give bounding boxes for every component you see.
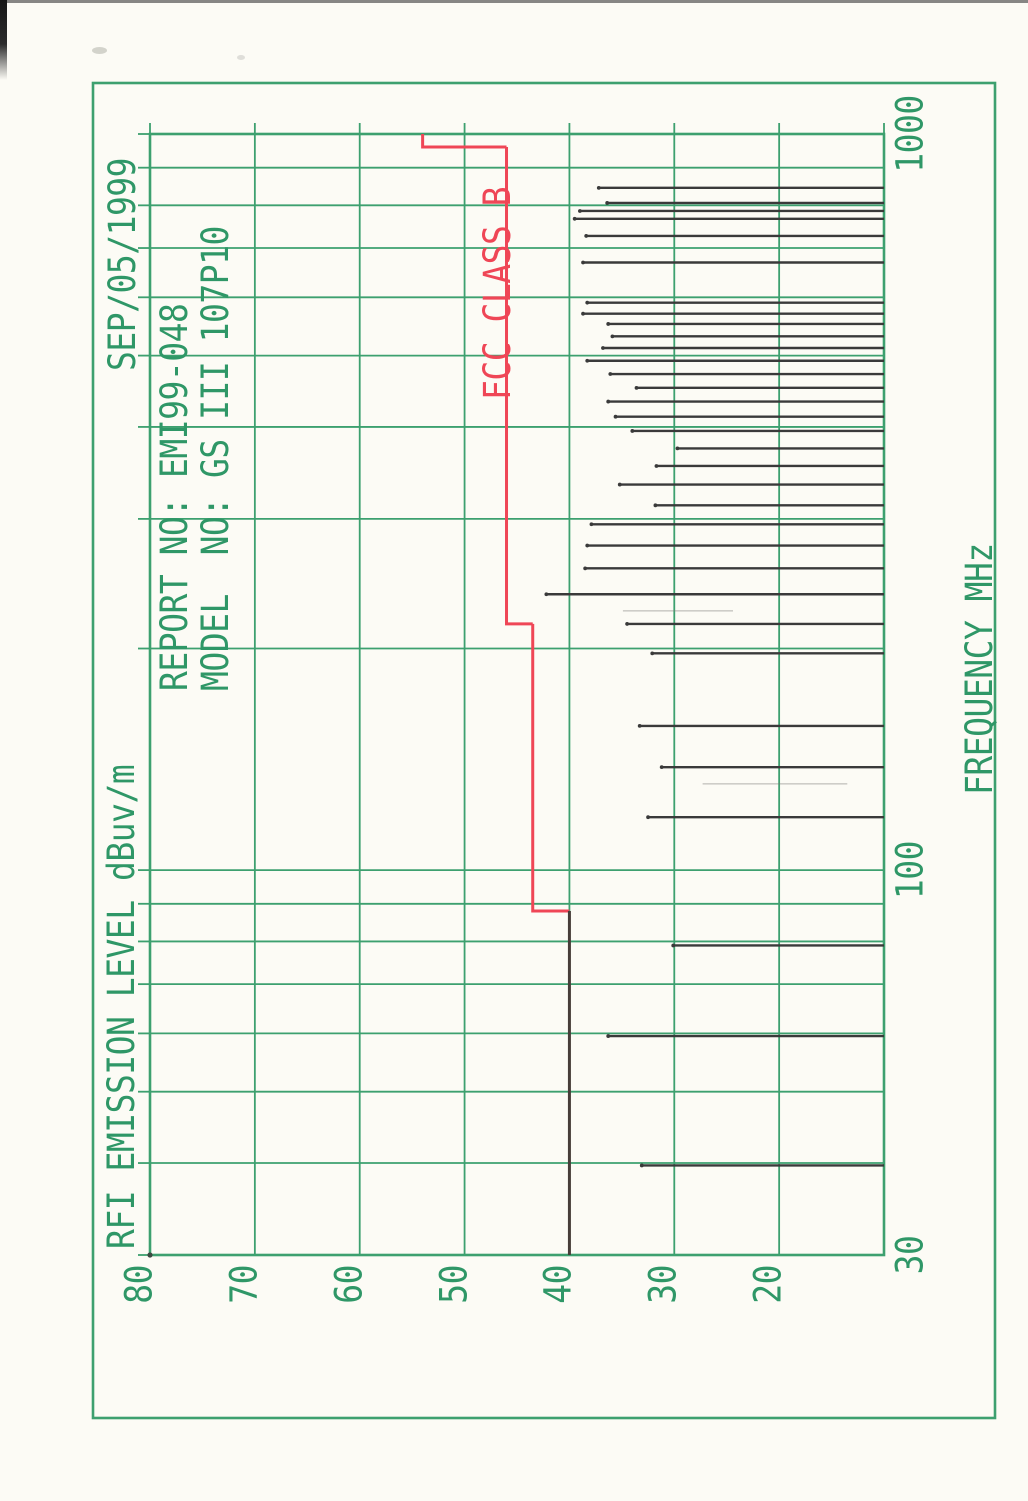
x-axis-label-100: 100 [887,841,932,900]
report-number-line: REPORT NO: EMI99-048 [151,303,196,691]
y-axis-label-40: 40 [536,1265,581,1304]
fcc-class-b-limit-label: FCC CLASS B [474,186,519,400]
scan-speck [92,47,107,54]
y-axis-label-60: 60 [326,1265,371,1304]
y-axis-label-70: 70 [221,1265,266,1304]
scan-speck [237,55,245,60]
scan-edge-artifact-top [0,0,1028,3]
y-axis-label-50: 50 [431,1265,476,1304]
y-axis-label-80: 80 [116,1265,161,1304]
y-axis-label-20: 20 [745,1265,790,1304]
date-label: SEP/05/1999 [99,157,144,371]
x-axis-title: FREQUENCY MHz [956,543,1001,795]
chart-title: RFI EMISSION LEVEL dBuv/m [98,764,143,1249]
x-axis-label-1000: 1000 [887,95,932,173]
x-axis-label-30: 30 [887,1235,932,1275]
y-axis-label-30: 30 [640,1265,685,1304]
model-number-line: MODEL NO: GS III 107P10 [192,226,237,691]
scan-edge-artifact-left [0,0,7,80]
